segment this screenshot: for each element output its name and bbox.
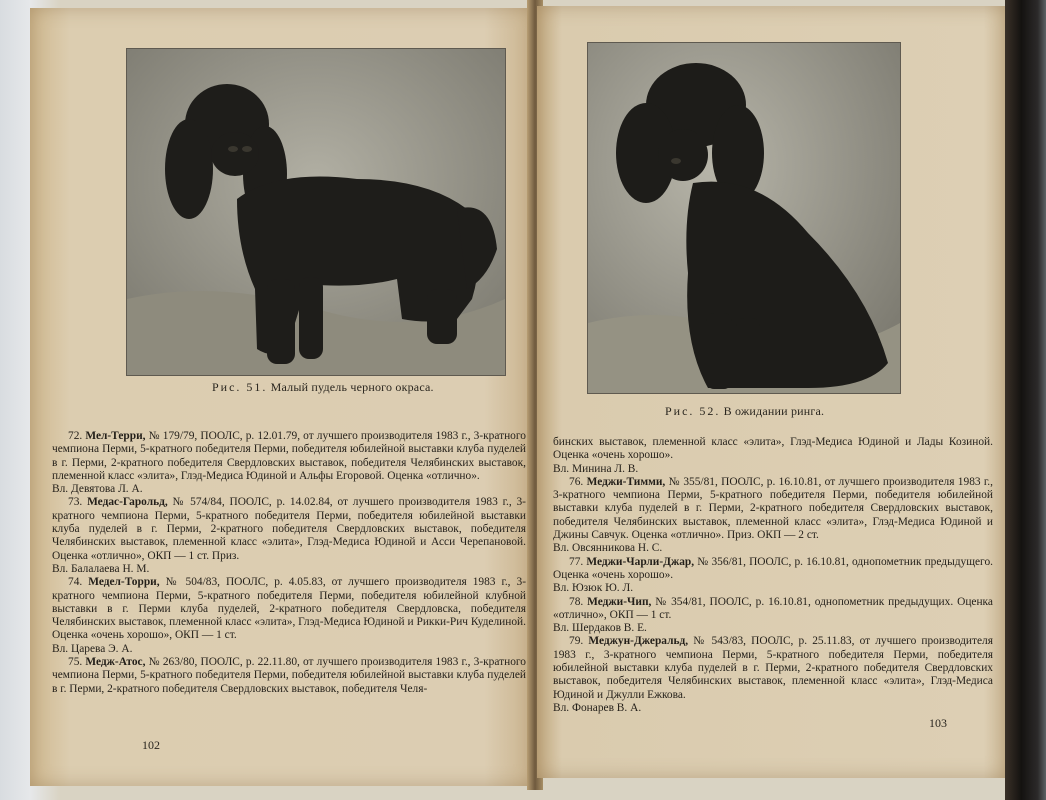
continuation-text: бинских выставок, племенной класс «элита», Глэд-Медиса Юдиной и Лады Козиной. Оценка «очень хорошо». bbox=[553, 436, 993, 462]
dog-name: Мел-Терри, bbox=[85, 430, 146, 442]
photo-sitting-poodle bbox=[587, 42, 901, 394]
figure-caption-52 bbox=[665, 404, 824, 419]
owner-78: Вл. Шердаков В. Е. bbox=[553, 622, 647, 635]
owner-74: Вл. Царева Э. А. bbox=[52, 642, 133, 655]
owner-77: Вл. Юзюк Ю. Л. bbox=[553, 582, 634, 595]
caption-text: В ожидании ринга. bbox=[723, 404, 825, 418]
page-number-right: 103 bbox=[929, 716, 947, 730]
entry-text: № 263/80, ПООЛС, р. 22.11.80, от лучшего производителя 1983 г., 3-кратного чемпиона Перми, 5-кратного победителя Перми, победителя юбилейной выставки клуба пуделей в г. Перми, 2-кратного победителя Свердловских выставок, победителя Челя- bbox=[52, 656, 526, 695]
dog-name: Меджи-Чарли-Джар, bbox=[586, 555, 695, 568]
caption-text: Малый пудель черного окраса. bbox=[270, 380, 434, 394]
left-page bbox=[30, 8, 535, 786]
dog-name: Меджи-Чип, bbox=[587, 595, 652, 608]
photo-standing-poodle bbox=[126, 48, 506, 376]
entry-text: № 179/79, ПООЛС, р. 12.01.79, от лучшего производителя 1983 г., 3-кратного чемпиона Перми, 5-кратного победителя Перми, победителя юбилейной выставки клуба пуделей в г. Перми, 2-кратного победителя Свердловских выставок, победителя Челябинских выставок, племенной класс «элита», Глэд-Медиса Юдиной и Альфы Егоровой. Оценка «отлично». bbox=[52, 430, 526, 482]
dog-name: Медж-Атос, bbox=[85, 656, 146, 669]
figure-caption-51 bbox=[212, 380, 434, 395]
standing-poodle-illustration bbox=[127, 49, 505, 375]
entry-number: 73. bbox=[68, 496, 83, 509]
right-page-text bbox=[553, 436, 993, 715]
right-page bbox=[537, 6, 1007, 778]
entry-75 bbox=[52, 656, 526, 696]
entry-number: 76. bbox=[569, 475, 584, 488]
entry-78 bbox=[553, 596, 993, 623]
dog-name: Медел-Торри, bbox=[88, 576, 160, 589]
dog-name: Меджун-Джеральд, bbox=[588, 635, 689, 648]
entry-text: № 355/81, ПООЛС, р. 16.10.81, от лучшего производителя 1983 г., 3-кратного чемпиона Перми, 5-кратного победителя Перми, победителя юбилейной выставки клуба пуделей в г. Перми, 2-кратного победителя Свердловских выставок, победителя Челябинских выставок, племенной класс «элита», Глэд-Медиса Юдиной и Джины Савчук. Оценка «отлично». Приз. ОКП — 2 ст. bbox=[553, 475, 993, 542]
entry-number: 72. bbox=[68, 430, 83, 442]
entry-text: № 504/83, ПООЛС, р. 4.05.83, от лучшего производителя 1983 г., 3-кратного чемпиона Перми, 5-кратного победителя Перми, победителя юбилейной клубной выставки в г. Перми клуба пуделей, 2-кратного победителя Свердловска, победителя Челябинских выставок, племенной класс «элита», Глэд-Медиса Юдиной и Рикки-Рич Куделиной. Оценка «очень хорошо», ОКП — 1 ст. bbox=[52, 576, 526, 642]
owner-76: Вл. Овсянникова Н. С. bbox=[553, 542, 663, 555]
entry-72 bbox=[52, 430, 526, 483]
owner-72: Вл. Девятова Л. А. bbox=[52, 483, 143, 496]
book-edge bbox=[1005, 0, 1046, 800]
owner-75: Вл. Минина Л. В. bbox=[553, 462, 639, 475]
entry-76 bbox=[553, 476, 993, 542]
owner-79: Вл. Фонарев В. А. bbox=[553, 701, 642, 714]
entry-79 bbox=[553, 635, 993, 701]
caption-label: Рис. 52. bbox=[665, 404, 721, 418]
entry-text: № 356/81, ПООЛС, р. 16.10.81, однопометник предыдущего. Оценка «очень хорошо». bbox=[553, 555, 993, 581]
dog-name: Медас-Гарольд, bbox=[87, 496, 168, 509]
entry-text: № 354/81, ПООЛС, р. 16.10.81, однопометник предыдущих. Оценка «отлично», ОКП — 1 ст. bbox=[553, 595, 993, 621]
entry-number: 77. bbox=[569, 555, 584, 568]
sitting-poodle-illustration bbox=[588, 43, 900, 393]
entry-77 bbox=[553, 556, 993, 583]
entry-text: № 574/84, ПООЛС, р. 14.02.84, от лучшего производителя 1983 г., 3-кратного чемпиона Перми, 5-кратного победителя Перми, победителя юбилейной выставки клуба пуделей в г. Перми, 2-кратного победителя Свердловских выставок, победителя Челябинских выставок, племенной класс «элита», Глэд-Медиса Юдиной и Асси Черепановой. Оценка «отлично», ОКП — 1 ст. Приз. bbox=[52, 496, 526, 562]
entry-number: 79. bbox=[569, 635, 584, 648]
owner-73: Вл. Балалаева Н. М. bbox=[52, 562, 150, 575]
entry-74 bbox=[52, 576, 526, 642]
entry-text: № 543/83, ПООЛС, р. 25.11.83, от лучшего производителя 1983 г., 3-кратного чемпиона Перми, 5-кратного победителя Перми, победителя юбилейной выставки клуба пуделей в г. Перми, 2-кратного победителя Свердловских выставок, победителя Челябинских выставок, племенной класс «элита», Глэд-Медиса Юдиной и Джулли Ежкова. bbox=[553, 635, 993, 701]
page-number-left: 102 bbox=[142, 738, 160, 752]
entry-number: 75. bbox=[68, 656, 83, 669]
caption-label: Рис. 51. bbox=[212, 380, 268, 394]
dog-name: Меджи-Тимми, bbox=[586, 475, 666, 488]
left-page-text bbox=[52, 430, 526, 696]
entry-number: 78. bbox=[569, 595, 584, 608]
entry-73 bbox=[52, 496, 526, 562]
entry-number: 74. bbox=[68, 576, 83, 589]
